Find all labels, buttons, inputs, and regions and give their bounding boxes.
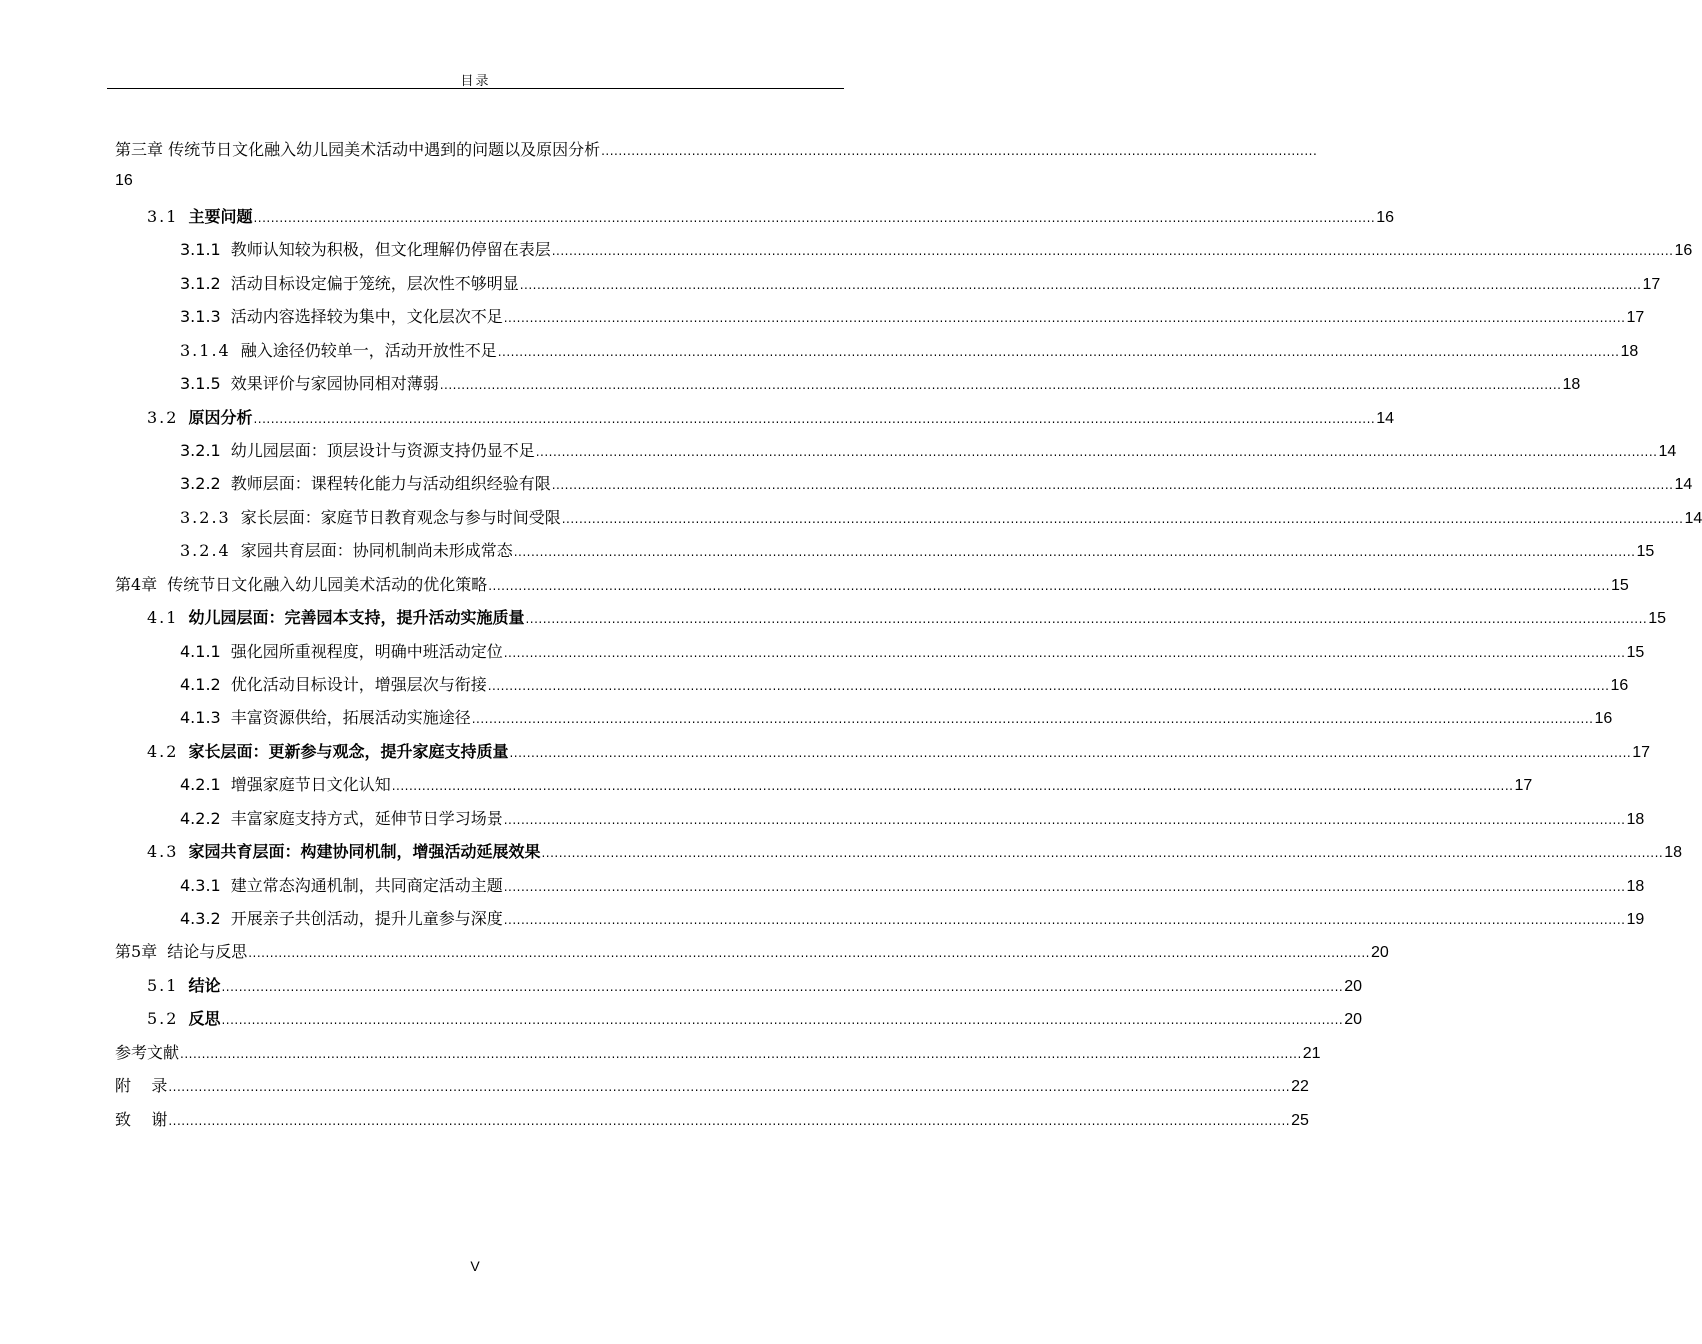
toc-leader-dots: .................................................................................................................................................................................................................................................................... [221,1013,1344,1027]
toc-entry[interactable] [147,606,1667,630]
toc-entry-page: 16 [1376,209,1395,226]
toc-leader-dots: .................................................................................................................................................................................................................................................................... [503,880,1626,894]
toc-entry[interactable] [147,840,1683,864]
toc-leader-dots: .................................................................................................................................................................................................................................................................... [439,378,1562,392]
toc-entry[interactable] [147,205,1395,229]
toc-entry-number: 3.2.3 [180,508,231,527]
toc-entry-number: 5.2 [147,1009,179,1028]
toc-entry[interactable] [180,506,1702,530]
toc-entry-text: 结论与反思 [167,942,248,961]
toc-entry-page: 14 [1376,410,1395,427]
toc-leader-dots: .................................................................................................................................................................................................................................................................... [168,1080,1291,1094]
header-divider [107,88,844,89]
toc-entry-page: 17 [1626,309,1645,326]
toc-entry-page: 16 [115,172,133,189]
toc-entry-text: 建立常态沟通机制，共同商定活动主题 [230,876,503,895]
toc-entry-number: 4.3 [147,842,179,861]
toc-entry-text: 教师认知较为积极，但文化理解仍停留在表层 [230,240,551,259]
toc-entry-number: 3.2.2 [180,474,221,493]
toc-entry[interactable] [147,1007,1363,1031]
toc-entry[interactable] [115,1108,1309,1132]
toc-leader-dots: .................................................................................................................................................................................................................................................................... [535,445,1658,459]
toc-entry-page: 15 [1648,610,1667,627]
toc-entry-number: 4.1 [147,608,179,627]
toc-leader-dots: .................................................................................................................................................................................................................................................................... [551,478,1674,492]
toc-leader-dots: .................................................................................................................................................................................................................................................................... [248,946,1370,960]
toc-entry-page: 15 [1610,577,1629,594]
toc-entry-text: 丰富资源供给，拓展活动实施途径 [230,708,471,727]
toc-entry-number: 3.2.1 [180,441,221,460]
toc-leader-dots: .................................................................................................................................................................................................................................................................... [488,579,1610,593]
toc-entry[interactable] [115,573,1629,597]
toc-entry-number: 3.2 [147,408,179,427]
toc-entry-number: 3.1.3 [180,307,221,326]
toc-entry-number: 3.1 [147,207,179,226]
toc-entry[interactable] [147,974,1363,998]
toc-leader-dots: .................................................................................................................................................................................................................................................................... [503,913,1626,927]
toc-entry[interactable] [180,472,1693,496]
toc-entry-page: 20 [1344,1011,1363,1028]
toc-entry[interactable] [180,874,1645,898]
toc-entry-page: 14 [1658,443,1677,460]
toc-entry-page: 20 [1370,944,1389,961]
toc-leader-dots: .................................................................................................................................................................................................................................................................... [253,211,1376,225]
toc-entry-page: 25 [1291,1112,1309,1129]
toc-entry-text: 第三章 传统节日文化融入幼儿园美术活动中遇到的问题以及原因分析 [115,140,601,159]
toc-entry-text: 融入途径仍较单一，活动开放性不足 [240,341,497,360]
toc-entry-number: 3.1.4 [180,341,231,360]
toc-entry[interactable] [180,640,1645,664]
toc-entry-number: 第4章 [115,575,158,594]
toc-entry[interactable] [180,372,1581,396]
toc-leader-dots: .................................................................................................................................................................................................................................................................... [519,278,1642,292]
toc-entry-text: 家长层面：家庭节日教育观念与参与时间受限 [240,508,561,527]
toc-entry[interactable] [180,673,1629,697]
toc-entry-text: 致 谢 [115,1110,168,1129]
toc-leader-dots: .................................................................................................................................................................................................................................................................... [503,646,1626,660]
toc-leader-dots: .................................................................................................................................................................................................................................................................... [503,311,1626,325]
toc-entry-page: 15 [1626,644,1645,661]
toc-entry-text: 家园共育层面：构建协同机制，增强活动延展效果 [188,842,541,861]
toc-entry-text: 幼儿园层面：完善园本支持，提升活动实施质量 [188,608,525,627]
toc-entry-number: 4.3.2 [180,909,221,928]
toc-entry[interactable] [115,1074,1309,1098]
toc-entry-text: 主要问题 [188,207,253,226]
toc-entry-text: 附 录 [115,1076,168,1095]
toc-entry-number: 4.3.1 [180,876,221,895]
toc-entry-number: 3.1.2 [180,274,221,293]
toc-entry-page: 18 [1562,376,1581,393]
toc-entry[interactable] [147,406,1395,430]
toc-entry[interactable] [180,439,1677,463]
toc-entry[interactable] [180,272,1661,296]
toc-entry-chapter-3[interactable] [115,138,1318,162]
toc-entry-text: 家长层面：更新参与观念，提升家庭支持质量 [188,742,509,761]
page-header-title: 目录 [460,74,491,89]
toc-entry-number: 4.1.2 [180,675,221,694]
toc-leader-dots: .................................................................................................................................................................................................................................................................... [525,612,1648,626]
toc-entry-text: 幼儿园层面：顶层设计与资源支持仍显不足 [230,441,535,460]
toc-entry-text: 传统节日文化融入幼儿园美术活动的优化策略 [167,575,488,594]
toc-entry-page: 19 [1626,911,1645,928]
toc-entry-page: 18 [1626,878,1645,895]
toc-entry[interactable] [115,940,1389,964]
toc-entry-page: 18 [1620,343,1639,360]
toc-leader-dots: .................................................................................................................................................................................................................................................................... [561,512,1684,526]
toc-entry-text: 原因分析 [188,408,253,427]
toc-entry-number: 4.1.1 [180,642,221,661]
toc-entry-text: 结论 [188,976,221,995]
footer-page-number: V [470,1258,480,1274]
toc-entry-text: 效果评价与家园协同相对薄弱 [230,374,439,393]
toc-entry-text: 参考文献 [115,1043,180,1062]
toc-leader-dots: .................................................................................................................................................................................................................................................................... [509,746,1632,760]
toc-entry-page: 16 [1594,710,1613,727]
toc-entry[interactable] [180,305,1645,329]
toc-entry-page: 18 [1626,811,1645,828]
toc-entry-number: 3.1.1 [180,240,221,259]
toc-entry-text: 活动内容选择较为集中，文化层次不足 [230,307,503,326]
toc-leader-dots: .................................................................................................................................................................................................................................................................... [253,412,1376,426]
toc-entry-text: 开展亲子共创活动，提升儿童参与深度 [230,909,503,928]
toc-leader-dots: .................................................................................................................................................................................................................................................................... [180,1047,1302,1061]
toc-leader-dots: .................................................................................................................................................................................................................................................................... [487,679,1610,693]
toc-entry-page: 16 [1674,242,1693,259]
toc-entry-number: 4.2.2 [180,809,221,828]
toc-entry-number: 3.1.5 [180,374,221,393]
toc-entry[interactable] [180,238,1693,262]
toc-entry[interactable] [180,907,1645,931]
toc-entry-number: 4.2.1 [180,775,221,794]
toc-leader-dots: .................................................................................................................................................................................................................................................................... [391,779,1514,793]
toc-leader-dots: ...................................................................................................................................................................... [601,144,1318,158]
toc-leader-dots: .................................................................................................................................................................................................................................................................... [471,712,1594,726]
toc-entry-page: 22 [1291,1078,1309,1095]
toc-entry-number: 3.2.4 [180,541,231,560]
toc-entry-page: 17 [1642,276,1661,293]
toc-entry-number: 4.2 [147,742,179,761]
toc-entry-page: 14 [1674,476,1693,493]
toc-entry-page: 14 [1684,510,1702,527]
toc-entry-number: 5.1 [147,976,179,995]
toc-entry-text: 家园共育层面：协同机制尚未形成常态 [240,541,513,560]
toc-entry-number: 第5章 [115,942,158,961]
toc-leader-dots: .................................................................................................................................................................................................................................................................... [551,244,1674,258]
toc-leader-dots: .................................................................................................................................................................................................................................................................... [503,813,1626,827]
toc-entry-page: 16 [1610,677,1629,694]
toc-entry[interactable] [180,706,1613,730]
toc-entry-text: 活动目标设定偏于笼统，层次性不够明显 [230,274,519,293]
toc-leader-dots: .................................................................................................................................................................................................................................................................... [513,545,1636,559]
toc-entry-page: 20 [1344,978,1363,995]
toc-entry[interactable] [180,539,1655,563]
toc-entry[interactable] [180,773,1533,797]
toc-leader-dots: .................................................................................................................................................................................................................................................................... [168,1114,1291,1128]
toc-entry[interactable] [147,740,1651,764]
toc-entry-page: 18 [1664,844,1683,861]
toc-leader-dots: .................................................................................................................................................................................................................................................................... [221,980,1344,994]
toc-entry-page: 17 [1632,744,1651,761]
toc-entry-text: 反思 [188,1009,221,1028]
toc-leader-dots: .................................................................................................................................................................................................................................................................... [497,345,1620,359]
toc-entry[interactable] [180,807,1645,831]
toc-entry-text: 丰富家庭支持方式，延伸节日学习场景 [230,809,503,828]
toc-entry-text: 优化活动目标设计，增强层次与衔接 [230,675,487,694]
toc-entry-text: 强化园所重视程度，明确中班活动定位 [230,642,503,661]
toc-entry-page: 15 [1636,543,1655,560]
toc-entry[interactable] [180,339,1639,363]
toc-entry-text: 增强家庭节日文化认知 [230,775,391,794]
toc-entry-text: 教师层面：课程转化能力与活动组织经验有限 [230,474,551,493]
toc-leader-dots: .................................................................................................................................................................................................................................................................... [541,846,1664,860]
toc-entry-page: 17 [1514,777,1533,794]
toc-entry-page: 21 [1302,1045,1321,1062]
toc-entry-number: 4.1.3 [180,708,221,727]
toc-entry[interactable] [115,1041,1321,1065]
